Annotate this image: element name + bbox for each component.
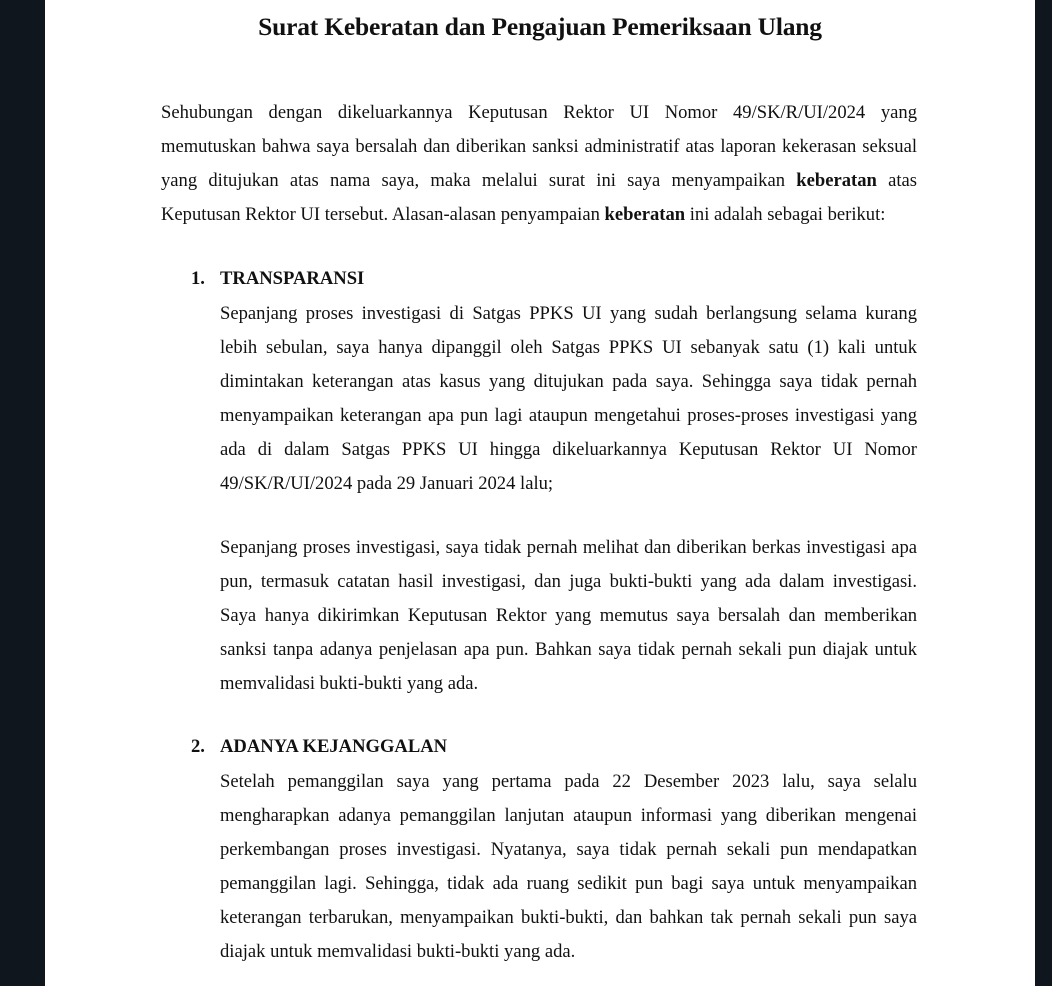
intro-text-2: atas Keputusan Rektor UI tersebut. Alasan-alasan penyampaian (161, 170, 918, 225)
document-title: Surat Keberatan dan Pengajuan Pemeriksaan Ulang (258, 12, 822, 41)
section-2-paragraph-1: Setelah pemanggilan saya yang pertama pada 22 Desember 2023 lalu, saya selalu mengharapkan adanya pemanggilan lanjutan ataupun informasi yang diberikan mengenai perkembangan proses investigasi. Nyatanya, saya tidak pernah sekali pun mendapatkan pemanggilan lagi. Sehingga, tidak ada ruang sedikit pun bagi saya untuk menyampaikan keterangan terbarukan, menyampaikan bukti-bukti, dan bahkan tak pernah sekali pun saya diajak untuk memvalidasi bukti-bukti yang ada. (220, 771, 917, 962)
intro-text-3: ini adalah sebagai berikut: (685, 204, 886, 225)
section-1-title: TRANSPARANSI (220, 268, 365, 289)
section-1-paragraph-2: Sepanjang proses investigasi, saya tidak pernah melihat dan diberikan berkas investigasi apa pun, termasuk catatan hasil investigasi, dan juga bukti-bukti yang ada dalam investigasi. Saya hanya dikirimkan Keputusan Rektor yang memutus saya bersalah dan memberikan sanksi tanpa adanya penjelasan apa pun. Bahkan saya tidak pernah sekali pun diajak untuk memvalidasi bukti-bukti yang ada. (220, 537, 917, 694)
intro-text-1: Sehubungan dengan dikeluarkannya Keputusan Rektor UI Nomor 49/SK/R/UI/2024 yang memutuskan bahwa saya bersalah dan diberikan sanksi administratif atas laporan kekerasan seksual yang ditujukan atas nama saya, maka melalui surat ini saya menyampaikan (161, 102, 917, 191)
section-1-heading (191, 268, 364, 290)
section-2-title: ADANYA KEJANGGALAN (220, 736, 448, 757)
section-2-heading (191, 736, 447, 758)
section-2-number: 2. (191, 736, 205, 757)
intro-paragraph (161, 96, 917, 232)
section-1-number: 1. (191, 268, 205, 289)
document-page (45, 0, 1035, 986)
intro-bold-1: keberatan (796, 170, 877, 191)
section-1-paragraph-1: Sepanjang proses investigasi di Satgas PPKS UI yang sudah berlangsung selama kurang lebih sebulan, saya hanya dipanggil oleh Satgas PPKS UI sebanyak satu (1) kali untuk dimintakan keterangan atas kasus yang ditujukan pada saya. Sehingga saya tidak pernah menyampaikan keterangan apa pun lagi ataupun mengetahui proses-proses investigasi yang ada di dalam Satgas PPKS UI hingga dikeluarkannya Keputusan Rektor UI Nomor 49/SK/R/UI/2024 pada 29 Januari 2024 lalu; (220, 303, 917, 494)
intro-bold-2: keberatan (604, 204, 686, 225)
